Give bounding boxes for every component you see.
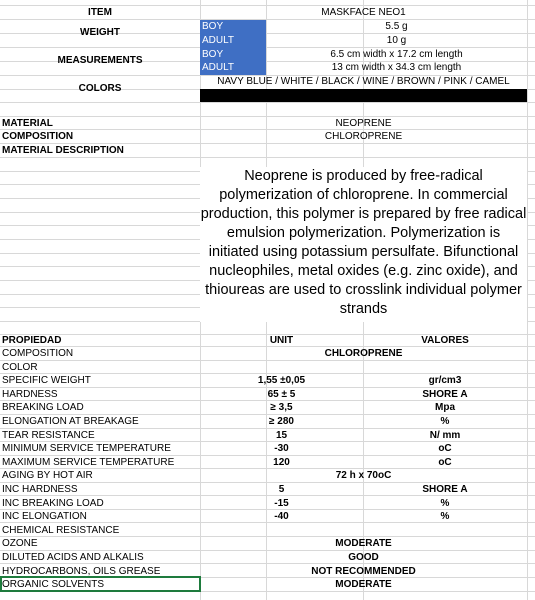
property-merged-value[interactable]: NOT RECOMMENDED	[311, 566, 416, 577]
property-value[interactable]: %	[440, 511, 450, 522]
property-value[interactable]: N/ mm	[429, 430, 461, 441]
property-merged-value[interactable]: 72 h x 70oC	[335, 470, 392, 481]
material-label[interactable]: MATERIAL	[2, 118, 53, 129]
property-name[interactable]: COMPOSITION	[2, 348, 74, 359]
property-unit[interactable]: ≥ 280	[269, 416, 294, 427]
property-value[interactable]: Mpa	[435, 402, 455, 413]
property-name[interactable]: SPECIFIC WEIGHT	[2, 375, 91, 386]
black-fill-bar	[200, 89, 527, 102]
property-merged-value[interactable]: MODERATE	[335, 579, 392, 590]
property-merged-value[interactable]: MODERATE	[335, 538, 392, 549]
weight-adult-value[interactable]: 10 g	[386, 35, 407, 46]
property-merged-value[interactable]: CHLOROPRENE	[324, 348, 403, 359]
property-name[interactable]: ELONGATION AT BREAKAGE	[2, 416, 139, 427]
property-unit[interactable]: -30	[274, 443, 289, 454]
material-value[interactable]: NEOPRENE	[335, 118, 392, 129]
row-gridline	[0, 157, 535, 158]
property-value[interactable]: SHORE A	[422, 389, 468, 400]
property-name[interactable]: BREAKING LOAD	[2, 402, 84, 413]
property-name[interactable]: AGING BY HOT AIR	[2, 470, 93, 481]
valores-header[interactable]: VALORES	[421, 335, 469, 346]
property-name[interactable]: MAXIMUM SERVICE TEMPERATURE	[2, 457, 175, 468]
property-name[interactable]: CHEMICAL RESISTANCE	[2, 525, 120, 536]
property-value[interactable]: %	[440, 416, 450, 427]
property-unit[interactable]: 5	[278, 484, 285, 495]
property-name[interactable]: HYDROCARBONS, OILS GREASE	[2, 566, 161, 577]
measurements-adult-tag[interactable]: ADULT	[200, 61, 266, 75]
weight-boy-value[interactable]: 5.5 g	[385, 21, 408, 32]
property-value[interactable]: oC	[438, 443, 452, 454]
material-description-label[interactable]: MATERIAL DESCRIPTION	[2, 145, 124, 156]
property-value[interactable]: gr/cm3	[428, 375, 462, 386]
colors-label[interactable]: COLORS	[78, 83, 122, 94]
weight-boy-tag[interactable]: BOY	[200, 20, 266, 34]
property-name[interactable]: DILUTED ACIDS AND ALKALIS	[2, 552, 144, 563]
property-unit[interactable]: -15	[274, 498, 289, 509]
composition-label[interactable]: COMPOSITION	[2, 131, 74, 142]
weight-adult-tag[interactable]: ADULT	[200, 34, 266, 48]
property-unit[interactable]: 65 ± 5	[267, 389, 296, 400]
weight-label[interactable]: WEIGHT	[80, 27, 120, 38]
property-unit[interactable]: ≥ 3,5	[270, 402, 293, 413]
property-merged-value[interactable]: GOOD	[348, 552, 379, 563]
property-name[interactable]: INC BREAKING LOAD	[2, 498, 104, 509]
material-description-text[interactable]: Neoprene is produced by free-radical polymerization of chloroprene. In commercial production, this polymer is prepared by free radical emulsion polymerization. Polymerization is initiated using potassium persulfate. Bifunctional nucleophiles, metal oxides (e.g. zinc oxide), and thioureas are used to crosslink individual polymer strands	[200, 167, 527, 322]
property-name[interactable]: INC HARDNESS	[2, 484, 78, 495]
property-value[interactable]: %	[440, 498, 450, 509]
item-label[interactable]: ITEM	[88, 7, 112, 18]
measurements-boy-tag[interactable]: BOY	[200, 48, 266, 61]
unit-header[interactable]: UNIT	[269, 335, 294, 346]
property-unit[interactable]: 120	[273, 457, 290, 468]
propiedad-header[interactable]: PROPIEDAD	[2, 335, 62, 346]
row-gridline	[0, 102, 535, 103]
property-unit[interactable]: 1,55 ±0,05	[257, 375, 306, 386]
property-name[interactable]: OZONE	[2, 538, 38, 549]
property-name[interactable]: TEAR RESISTANCE	[2, 430, 95, 441]
property-value[interactable]: oC	[438, 457, 452, 468]
property-name[interactable]: HARDNESS	[2, 389, 58, 400]
selected-cell[interactable]	[0, 576, 201, 592]
measurements-adult-value[interactable]: 13 cm width x 34.3 cm length	[331, 62, 462, 73]
column-gridline	[527, 0, 528, 600]
property-name[interactable]: MINIMUM SERVICE TEMPERATURE	[2, 443, 171, 454]
measurements-boy-value[interactable]: 6.5 cm width x 17.2 cm length	[330, 49, 463, 60]
property-name[interactable]: ORGANIC SOLVENTS	[2, 579, 105, 590]
measurements-label[interactable]: MEASUREMENTS	[57, 55, 143, 66]
property-unit[interactable]: 15	[275, 430, 288, 441]
composition-value[interactable]: CHLOROPRENE	[324, 131, 403, 142]
property-unit[interactable]: -40	[274, 511, 289, 522]
item-value[interactable]: MASKFACE NEO1	[321, 7, 406, 18]
property-value[interactable]: SHORE A	[422, 484, 468, 495]
colors-value[interactable]: NAVY BLUE / WHITE / BLACK / WINE / BROWN / PINK / CAMEL	[217, 76, 510, 87]
property-name[interactable]: COLOR	[2, 362, 38, 373]
property-name[interactable]: INC ELONGATION	[2, 511, 87, 522]
